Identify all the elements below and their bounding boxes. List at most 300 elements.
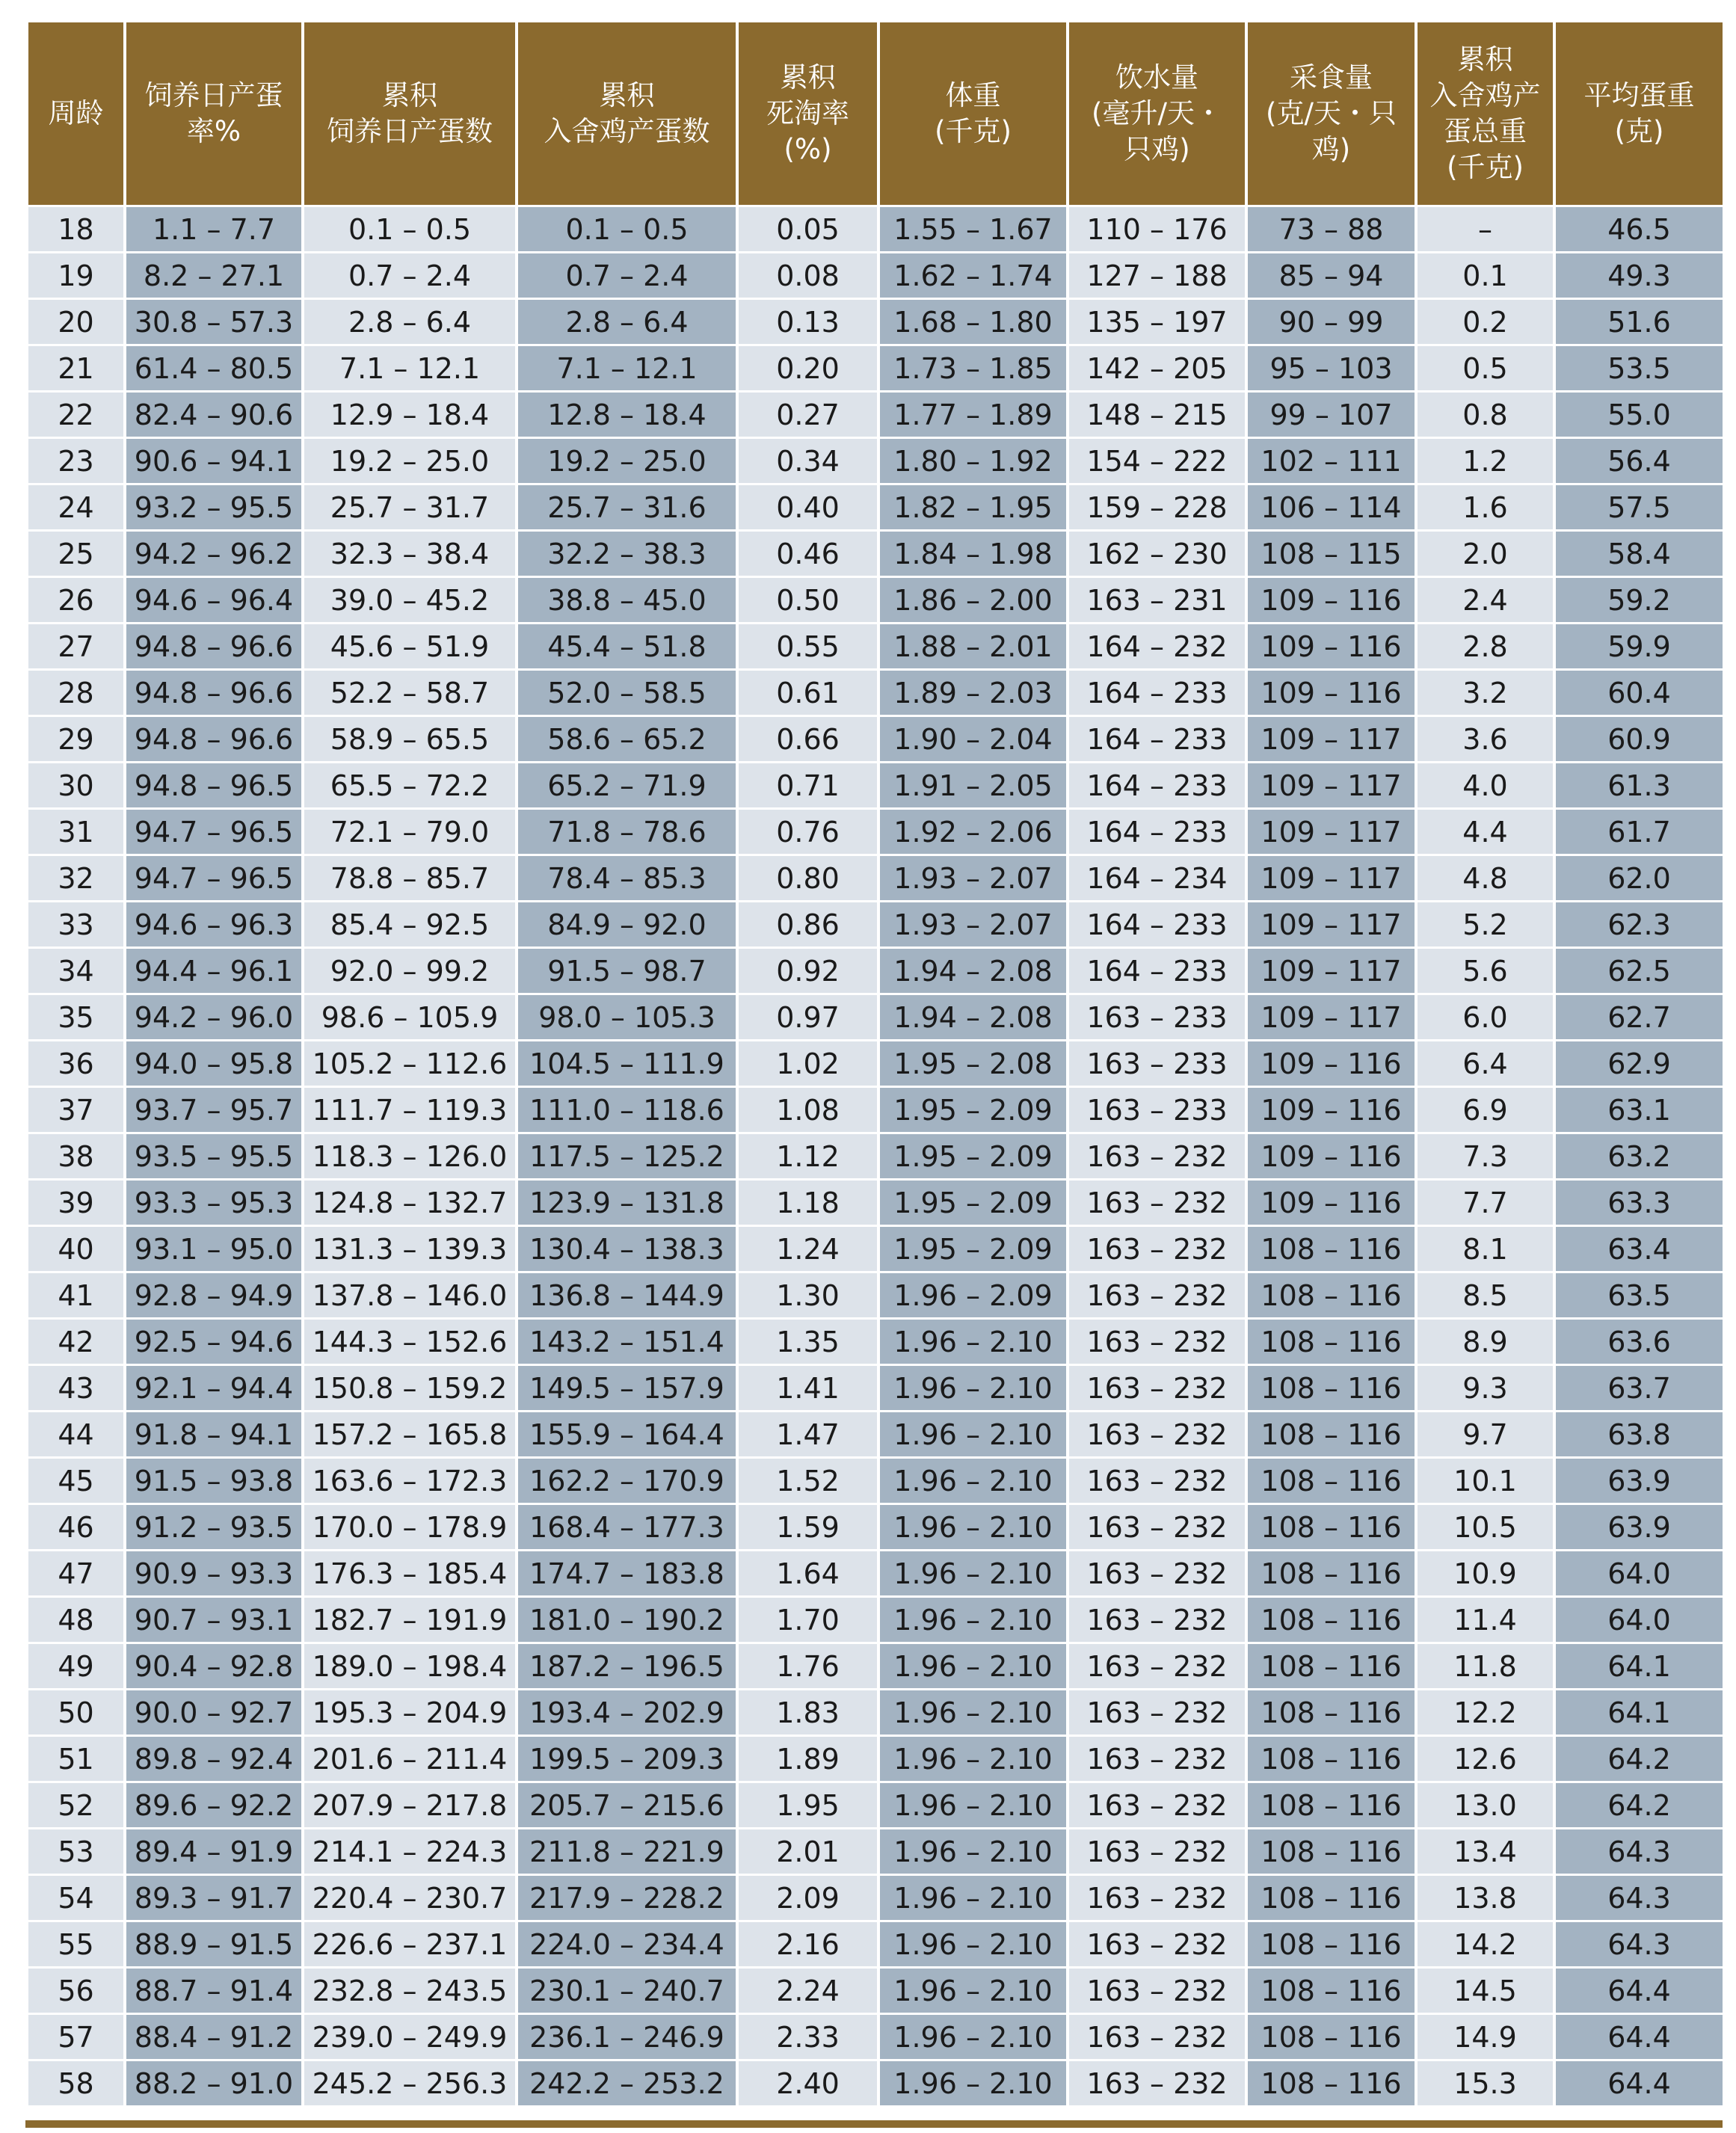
cell-body-weight: 1.73 – 1.85 bbox=[880, 346, 1066, 390]
cell-cumulative-egg-mass: 0.1 bbox=[1418, 253, 1553, 298]
cell-body-weight: 1.96 – 2.10 bbox=[880, 1737, 1066, 1781]
cell-hen-day-production-rate: 90.0 – 92.7 bbox=[126, 1690, 301, 1735]
cell-week-age: 31 bbox=[28, 810, 123, 854]
cell-average-egg-weight: 62.3 bbox=[1556, 902, 1723, 947]
bottom-rule bbox=[25, 2120, 1723, 2128]
cell-week-age: 35 bbox=[28, 995, 123, 1039]
cell-week-age: 57 bbox=[28, 2015, 123, 2059]
column-header-line: 死淘率 bbox=[766, 97, 849, 129]
column-header-cumulative-egg-mass bbox=[1418, 22, 1553, 205]
table-row bbox=[28, 207, 1723, 251]
cell-cumulative-hen-housed-eggs: 224.0 – 234.4 bbox=[518, 1922, 736, 1966]
cell-feed-intake: 109 – 117 bbox=[1248, 810, 1415, 854]
cell-hen-day-production-rate: 93.2 – 95.5 bbox=[126, 485, 301, 529]
cell-week-age: 39 bbox=[28, 1181, 123, 1225]
cell-average-egg-weight: 63.9 bbox=[1556, 1459, 1723, 1503]
cell-week-age: 32 bbox=[28, 856, 123, 900]
cell-feed-intake: 73 – 88 bbox=[1248, 207, 1415, 251]
cell-water-intake: 164 – 232 bbox=[1069, 624, 1245, 668]
cell-week-age: 48 bbox=[28, 1598, 123, 1642]
cell-average-egg-weight: 62.7 bbox=[1556, 995, 1723, 1039]
cell-cumulative-hen-housed-eggs: 193.4 – 202.9 bbox=[518, 1690, 736, 1735]
column-header-feed-intake bbox=[1248, 22, 1415, 205]
cell-cumulative-hen-housed-eggs: 52.0 – 58.5 bbox=[518, 671, 736, 715]
cell-cumulative-hen-day-eggs: 232.8 – 243.5 bbox=[304, 1969, 515, 2013]
table-row bbox=[28, 1181, 1723, 1225]
cell-hen-day-production-rate: 89.3 – 91.7 bbox=[126, 1876, 301, 1920]
cell-cumulative-hen-housed-eggs: 217.9 – 228.2 bbox=[518, 1876, 736, 1920]
cell-cumulative-hen-day-eggs: 157.2 – 165.8 bbox=[304, 1412, 515, 1456]
cell-water-intake: 163 – 232 bbox=[1069, 2061, 1245, 2105]
cell-feed-intake: 108 – 116 bbox=[1248, 1598, 1415, 1642]
cell-body-weight: 1.96 – 2.10 bbox=[880, 1412, 1066, 1456]
column-header-line: 体重 bbox=[945, 79, 1001, 111]
cell-water-intake: 142 – 205 bbox=[1069, 346, 1245, 390]
cell-hen-day-production-rate: 88.7 – 91.4 bbox=[126, 1969, 301, 2013]
cell-average-egg-weight: 57.5 bbox=[1556, 485, 1723, 529]
column-header-line: 蛋总重 bbox=[1444, 115, 1527, 147]
cell-hen-day-production-rate: 88.9 – 91.5 bbox=[126, 1922, 301, 1966]
table-row bbox=[28, 902, 1723, 947]
cell-water-intake: 163 – 232 bbox=[1069, 1181, 1245, 1225]
cell-hen-day-production-rate: 94.2 – 96.2 bbox=[126, 532, 301, 576]
cell-cumulative-mortality: 1.02 bbox=[739, 1041, 877, 1086]
cell-week-age: 30 bbox=[28, 763, 123, 807]
table-row bbox=[28, 1876, 1723, 1920]
cell-average-egg-weight: 64.2 bbox=[1556, 1783, 1723, 1827]
cell-hen-day-production-rate: 88.2 – 91.0 bbox=[126, 2061, 301, 2105]
cell-cumulative-hen-day-eggs: 52.2 – 58.7 bbox=[304, 671, 515, 715]
cell-average-egg-weight: 58.4 bbox=[1556, 532, 1723, 576]
cell-body-weight: 1.93 – 2.07 bbox=[880, 902, 1066, 947]
table-row bbox=[28, 1969, 1723, 2013]
table-row bbox=[28, 300, 1723, 344]
cell-week-age: 23 bbox=[28, 439, 123, 483]
cell-hen-day-production-rate: 89.4 – 91.9 bbox=[126, 1829, 301, 1874]
cell-body-weight: 1.96 – 2.10 bbox=[880, 2061, 1066, 2105]
cell-week-age: 52 bbox=[28, 1783, 123, 1827]
cell-body-weight: 1.96 – 2.10 bbox=[880, 1505, 1066, 1549]
cell-hen-day-production-rate: 94.8 – 96.6 bbox=[126, 671, 301, 715]
cell-hen-day-production-rate: 94.2 – 96.0 bbox=[126, 995, 301, 1039]
cell-cumulative-egg-mass: 11.4 bbox=[1418, 1598, 1553, 1642]
cell-cumulative-mortality: 0.13 bbox=[739, 300, 877, 344]
cell-cumulative-hen-housed-eggs: 162.2 – 170.9 bbox=[518, 1459, 736, 1503]
cell-average-egg-weight: 60.9 bbox=[1556, 717, 1723, 761]
cell-body-weight: 1.95 – 2.08 bbox=[880, 1041, 1066, 1086]
cell-feed-intake: 85 – 94 bbox=[1248, 253, 1415, 298]
cell-hen-day-production-rate: 94.4 – 96.1 bbox=[126, 949, 301, 993]
column-header-cumulative-hen-day-eggs bbox=[304, 22, 515, 205]
cell-feed-intake: 108 – 116 bbox=[1248, 1969, 1415, 2013]
cell-cumulative-egg-mass: 3.6 bbox=[1418, 717, 1553, 761]
cell-average-egg-weight: 64.4 bbox=[1556, 2015, 1723, 2059]
cell-cumulative-hen-day-eggs: 131.3 – 139.3 bbox=[304, 1227, 515, 1271]
cell-water-intake: 148 – 215 bbox=[1069, 393, 1245, 437]
cell-cumulative-hen-day-eggs: 105.2 – 112.6 bbox=[304, 1041, 515, 1086]
cell-cumulative-hen-housed-eggs: 78.4 – 85.3 bbox=[518, 856, 736, 900]
cell-feed-intake: 108 – 116 bbox=[1248, 1459, 1415, 1503]
column-header-line: 饲养日产蛋 bbox=[144, 79, 283, 111]
cell-cumulative-egg-mass: 14.5 bbox=[1418, 1969, 1553, 2013]
cell-feed-intake: 108 – 116 bbox=[1248, 1644, 1415, 1688]
cell-feed-intake: 108 – 116 bbox=[1248, 1690, 1415, 1735]
header-row bbox=[28, 22, 1723, 205]
cell-cumulative-mortality: 2.24 bbox=[739, 1969, 877, 2013]
cell-cumulative-mortality: 0.86 bbox=[739, 902, 877, 947]
column-header-average-egg-weight bbox=[1556, 22, 1723, 205]
performance-table-container bbox=[25, 20, 1723, 2108]
cell-cumulative-mortality: 2.16 bbox=[739, 1922, 877, 1966]
cell-water-intake: 127 – 188 bbox=[1069, 253, 1245, 298]
table-row bbox=[28, 1320, 1723, 1364]
cell-hen-day-production-rate: 90.7 – 93.1 bbox=[126, 1598, 301, 1642]
cell-feed-intake: 108 – 116 bbox=[1248, 1320, 1415, 1364]
cell-cumulative-egg-mass: 7.3 bbox=[1418, 1134, 1553, 1178]
cell-cumulative-hen-day-eggs: 245.2 – 256.3 bbox=[304, 2061, 515, 2105]
cell-body-weight: 1.96 – 2.10 bbox=[880, 1969, 1066, 2013]
cell-week-age: 37 bbox=[28, 1088, 123, 1132]
cell-body-weight: 1.91 – 2.05 bbox=[880, 763, 1066, 807]
cell-cumulative-hen-day-eggs: 45.6 – 51.9 bbox=[304, 624, 515, 668]
cell-week-age: 50 bbox=[28, 1690, 123, 1735]
cell-cumulative-egg-mass: – bbox=[1418, 207, 1553, 251]
cell-feed-intake: 109 – 116 bbox=[1248, 624, 1415, 668]
table-row bbox=[28, 949, 1723, 993]
cell-week-age: 20 bbox=[28, 300, 123, 344]
table-row bbox=[28, 578, 1723, 622]
cell-water-intake: 163 – 231 bbox=[1069, 578, 1245, 622]
cell-body-weight: 1.95 – 2.09 bbox=[880, 1181, 1066, 1225]
cell-cumulative-hen-housed-eggs: 236.1 – 246.9 bbox=[518, 2015, 736, 2059]
cell-body-weight: 1.94 – 2.08 bbox=[880, 995, 1066, 1039]
cell-feed-intake: 109 – 117 bbox=[1248, 856, 1415, 900]
cell-cumulative-mortality: 1.41 bbox=[739, 1366, 877, 1410]
cell-cumulative-mortality: 1.08 bbox=[739, 1088, 877, 1132]
column-header-line: 累积 bbox=[599, 79, 655, 111]
column-header-line: 饮水量 bbox=[1115, 61, 1198, 93]
cell-cumulative-mortality: 0.55 bbox=[739, 624, 877, 668]
cell-body-weight: 1.96 – 2.10 bbox=[880, 2015, 1066, 2059]
cell-cumulative-hen-day-eggs: 176.3 – 185.4 bbox=[304, 1551, 515, 1595]
cell-cumulative-hen-day-eggs: 72.1 – 79.0 bbox=[304, 810, 515, 854]
cell-average-egg-weight: 56.4 bbox=[1556, 439, 1723, 483]
cell-average-egg-weight: 64.3 bbox=[1556, 1876, 1723, 1920]
table-row bbox=[28, 1551, 1723, 1595]
cell-cumulative-egg-mass: 10.1 bbox=[1418, 1459, 1553, 1503]
cell-cumulative-mortality: 0.92 bbox=[739, 949, 877, 993]
cell-cumulative-egg-mass: 7.7 bbox=[1418, 1181, 1553, 1225]
cell-body-weight: 1.95 – 2.09 bbox=[880, 1227, 1066, 1271]
cell-hen-day-production-rate: 90.4 – 92.8 bbox=[126, 1644, 301, 1688]
cell-cumulative-hen-housed-eggs: 230.1 – 240.7 bbox=[518, 1969, 736, 2013]
cell-week-age: 24 bbox=[28, 485, 123, 529]
column-header-line: (克) bbox=[1614, 115, 1664, 147]
cell-hen-day-production-rate: 94.7 – 96.5 bbox=[126, 810, 301, 854]
column-header-line: 累积 bbox=[780, 61, 836, 93]
cell-feed-intake: 108 – 116 bbox=[1248, 1783, 1415, 1827]
cell-cumulative-hen-day-eggs: 118.3 – 126.0 bbox=[304, 1134, 515, 1178]
column-header-line: 累积 bbox=[382, 79, 437, 111]
cell-cumulative-hen-day-eggs: 150.8 – 159.2 bbox=[304, 1366, 515, 1410]
cell-body-weight: 1.96 – 2.10 bbox=[880, 1783, 1066, 1827]
cell-water-intake: 163 – 232 bbox=[1069, 1969, 1245, 2013]
column-header-line: (毫升/天・ bbox=[1092, 97, 1222, 129]
table-row bbox=[28, 1598, 1723, 1642]
cell-cumulative-hen-housed-eggs: 205.7 – 215.6 bbox=[518, 1783, 736, 1827]
cell-week-age: 18 bbox=[28, 207, 123, 251]
table-row bbox=[28, 717, 1723, 761]
table-row bbox=[28, 346, 1723, 390]
cell-feed-intake: 109 – 116 bbox=[1248, 1041, 1415, 1086]
cell-cumulative-hen-day-eggs: 0.7 – 2.4 bbox=[304, 253, 515, 298]
table-row bbox=[28, 1505, 1723, 1549]
table-row bbox=[28, 2061, 1723, 2105]
cell-cumulative-hen-day-eggs: 7.1 – 12.1 bbox=[304, 346, 515, 390]
cell-body-weight: 1.96 – 2.10 bbox=[880, 1922, 1066, 1966]
cell-cumulative-hen-housed-eggs: 181.0 – 190.2 bbox=[518, 1598, 736, 1642]
cell-cumulative-hen-day-eggs: 207.9 – 217.8 bbox=[304, 1783, 515, 1827]
cell-hen-day-production-rate: 92.8 – 94.9 bbox=[126, 1273, 301, 1317]
cell-average-egg-weight: 60.4 bbox=[1556, 671, 1723, 715]
cell-water-intake: 135 – 197 bbox=[1069, 300, 1245, 344]
cell-water-intake: 163 – 232 bbox=[1069, 1412, 1245, 1456]
cell-feed-intake: 108 – 116 bbox=[1248, 1829, 1415, 1874]
cell-water-intake: 163 – 232 bbox=[1069, 1551, 1245, 1595]
column-header-line: 平均蛋重 bbox=[1583, 79, 1695, 111]
column-header-line: 入舍鸡产蛋数 bbox=[544, 115, 710, 147]
cell-week-age: 42 bbox=[28, 1320, 123, 1364]
cell-cumulative-egg-mass: 5.2 bbox=[1418, 902, 1553, 947]
cell-water-intake: 163 – 232 bbox=[1069, 1783, 1245, 1827]
table-row bbox=[28, 1922, 1723, 1966]
cell-water-intake: 154 – 222 bbox=[1069, 439, 1245, 483]
cell-average-egg-weight: 49.3 bbox=[1556, 253, 1723, 298]
cell-cumulative-hen-day-eggs: 98.6 – 105.9 bbox=[304, 995, 515, 1039]
cell-cumulative-egg-mass: 6.9 bbox=[1418, 1088, 1553, 1132]
cell-feed-intake: 108 – 116 bbox=[1248, 2061, 1415, 2105]
cell-water-intake: 164 – 233 bbox=[1069, 717, 1245, 761]
cell-average-egg-weight: 64.3 bbox=[1556, 1922, 1723, 1966]
column-header-cumulative-hen-housed-eggs bbox=[518, 22, 736, 205]
cell-average-egg-weight: 61.7 bbox=[1556, 810, 1723, 854]
cell-cumulative-mortality: 0.08 bbox=[739, 253, 877, 298]
cell-hen-day-production-rate: 93.3 – 95.3 bbox=[126, 1181, 301, 1225]
cell-water-intake: 163 – 232 bbox=[1069, 1876, 1245, 1920]
cell-cumulative-hen-day-eggs: 137.8 – 146.0 bbox=[304, 1273, 515, 1317]
cell-week-age: 34 bbox=[28, 949, 123, 993]
cell-cumulative-mortality: 1.64 bbox=[739, 1551, 877, 1595]
cell-cumulative-hen-housed-eggs: 2.8 – 6.4 bbox=[518, 300, 736, 344]
cell-cumulative-egg-mass: 10.5 bbox=[1418, 1505, 1553, 1549]
cell-cumulative-hen-housed-eggs: 84.9 – 92.0 bbox=[518, 902, 736, 947]
cell-cumulative-egg-mass: 6.0 bbox=[1418, 995, 1553, 1039]
cell-cumulative-egg-mass: 0.2 bbox=[1418, 300, 1553, 344]
cell-cumulative-egg-mass: 11.8 bbox=[1418, 1644, 1553, 1688]
cell-body-weight: 1.55 – 1.67 bbox=[880, 207, 1066, 251]
cell-week-age: 47 bbox=[28, 1551, 123, 1595]
table-row bbox=[28, 1783, 1723, 1827]
cell-water-intake: 163 – 232 bbox=[1069, 1690, 1245, 1735]
cell-average-egg-weight: 64.0 bbox=[1556, 1598, 1723, 1642]
cell-body-weight: 1.96 – 2.09 bbox=[880, 1273, 1066, 1317]
column-header-line: 只鸡) bbox=[1124, 133, 1190, 165]
cell-cumulative-mortality: 0.71 bbox=[739, 763, 877, 807]
cell-week-age: 55 bbox=[28, 1922, 123, 1966]
cell-cumulative-egg-mass: 9.3 bbox=[1418, 1366, 1553, 1410]
cell-feed-intake: 109 – 117 bbox=[1248, 949, 1415, 993]
cell-hen-day-production-rate: 94.8 – 96.5 bbox=[126, 763, 301, 807]
cell-cumulative-mortality: 2.40 bbox=[739, 2061, 877, 2105]
cell-body-weight: 1.96 – 2.10 bbox=[880, 1690, 1066, 1735]
cell-cumulative-hen-housed-eggs: 130.4 – 138.3 bbox=[518, 1227, 736, 1271]
cell-cumulative-mortality: 1.12 bbox=[739, 1134, 877, 1178]
cell-week-age: 28 bbox=[28, 671, 123, 715]
cell-body-weight: 1.95 – 2.09 bbox=[880, 1088, 1066, 1132]
cell-hen-day-production-rate: 94.0 – 95.8 bbox=[126, 1041, 301, 1086]
cell-cumulative-hen-day-eggs: 92.0 – 99.2 bbox=[304, 949, 515, 993]
cell-cumulative-hen-housed-eggs: 187.2 – 196.5 bbox=[518, 1644, 736, 1688]
cell-cumulative-hen-day-eggs: 226.6 – 237.1 bbox=[304, 1922, 515, 1966]
cell-water-intake: 163 – 232 bbox=[1069, 1227, 1245, 1271]
cell-cumulative-hen-housed-eggs: 0.1 – 0.5 bbox=[518, 207, 736, 251]
cell-hen-day-production-rate: 93.7 – 95.7 bbox=[126, 1088, 301, 1132]
cell-week-age: 45 bbox=[28, 1459, 123, 1503]
cell-week-age: 29 bbox=[28, 717, 123, 761]
cell-cumulative-egg-mass: 6.4 bbox=[1418, 1041, 1553, 1086]
cell-week-age: 27 bbox=[28, 624, 123, 668]
table-row bbox=[28, 1644, 1723, 1688]
cell-week-age: 53 bbox=[28, 1829, 123, 1874]
cell-cumulative-mortality: 1.18 bbox=[739, 1181, 877, 1225]
cell-feed-intake: 106 – 114 bbox=[1248, 485, 1415, 529]
cell-water-intake: 164 – 233 bbox=[1069, 810, 1245, 854]
cell-water-intake: 163 – 232 bbox=[1069, 1644, 1245, 1688]
cell-cumulative-egg-mass: 2.4 bbox=[1418, 578, 1553, 622]
cell-week-age: 38 bbox=[28, 1134, 123, 1178]
cell-water-intake: 163 – 232 bbox=[1069, 1459, 1245, 1503]
cell-hen-day-production-rate: 92.5 – 94.6 bbox=[126, 1320, 301, 1364]
laying-performance-table bbox=[25, 20, 1726, 2108]
cell-week-age: 51 bbox=[28, 1737, 123, 1781]
cell-feed-intake: 109 – 117 bbox=[1248, 902, 1415, 947]
cell-cumulative-mortality: 1.35 bbox=[739, 1320, 877, 1364]
table-row bbox=[28, 439, 1723, 483]
cell-cumulative-hen-housed-eggs: 168.4 – 177.3 bbox=[518, 1505, 736, 1549]
cell-cumulative-egg-mass: 8.1 bbox=[1418, 1227, 1553, 1271]
column-header-line: 饲养日产蛋数 bbox=[327, 115, 493, 147]
cell-body-weight: 1.96 – 2.10 bbox=[880, 1366, 1066, 1410]
cell-cumulative-hen-housed-eggs: 65.2 – 71.9 bbox=[518, 763, 736, 807]
cell-hen-day-production-rate: 30.8 – 57.3 bbox=[126, 300, 301, 344]
cell-feed-intake: 95 – 103 bbox=[1248, 346, 1415, 390]
cell-average-egg-weight: 62.5 bbox=[1556, 949, 1723, 993]
cell-cumulative-egg-mass: 14.2 bbox=[1418, 1922, 1553, 1966]
cell-week-age: 56 bbox=[28, 1969, 123, 2013]
column-header-line: 鸡) bbox=[1311, 133, 1351, 165]
cell-body-weight: 1.68 – 1.80 bbox=[880, 300, 1066, 344]
cell-average-egg-weight: 63.5 bbox=[1556, 1273, 1723, 1317]
cell-cumulative-mortality: 0.05 bbox=[739, 207, 877, 251]
cell-body-weight: 1.96 – 2.10 bbox=[880, 1644, 1066, 1688]
cell-feed-intake: 108 – 116 bbox=[1248, 1505, 1415, 1549]
cell-body-weight: 1.96 – 2.10 bbox=[880, 1598, 1066, 1642]
cell-cumulative-hen-day-eggs: 195.3 – 204.9 bbox=[304, 1690, 515, 1735]
cell-cumulative-egg-mass: 2.0 bbox=[1418, 532, 1553, 576]
cell-cumulative-hen-housed-eggs: 117.5 – 125.2 bbox=[518, 1134, 736, 1178]
cell-water-intake: 163 – 232 bbox=[1069, 1366, 1245, 1410]
cell-hen-day-production-rate: 82.4 – 90.6 bbox=[126, 393, 301, 437]
table-row bbox=[28, 1829, 1723, 1874]
table-row bbox=[28, 1041, 1723, 1086]
table-row bbox=[28, 995, 1723, 1039]
cell-cumulative-hen-housed-eggs: 38.8 – 45.0 bbox=[518, 578, 736, 622]
cell-cumulative-egg-mass: 9.7 bbox=[1418, 1412, 1553, 1456]
cell-cumulative-hen-day-eggs: 124.8 – 132.7 bbox=[304, 1181, 515, 1225]
cell-cumulative-hen-housed-eggs: 91.5 – 98.7 bbox=[518, 949, 736, 993]
cell-average-egg-weight: 59.9 bbox=[1556, 624, 1723, 668]
cell-cumulative-egg-mass: 13.0 bbox=[1418, 1783, 1553, 1827]
cell-week-age: 49 bbox=[28, 1644, 123, 1688]
cell-cumulative-mortality: 0.40 bbox=[739, 485, 877, 529]
table-row bbox=[28, 1088, 1723, 1132]
cell-cumulative-hen-day-eggs: 19.2 – 25.0 bbox=[304, 439, 515, 483]
cell-water-intake: 163 – 233 bbox=[1069, 1088, 1245, 1132]
column-header-water-intake bbox=[1069, 22, 1245, 205]
cell-cumulative-egg-mass: 10.9 bbox=[1418, 1551, 1553, 1595]
table-header bbox=[28, 22, 1723, 205]
cell-hen-day-production-rate: 89.8 – 92.4 bbox=[126, 1737, 301, 1781]
column-header-week-age bbox=[28, 22, 123, 205]
cell-feed-intake: 108 – 116 bbox=[1248, 2015, 1415, 2059]
cell-body-weight: 1.96 – 2.10 bbox=[880, 1320, 1066, 1364]
column-header-hen-day-production-rate bbox=[126, 22, 301, 205]
cell-cumulative-egg-mass: 1.6 bbox=[1418, 485, 1553, 529]
cell-water-intake: 163 – 232 bbox=[1069, 1320, 1245, 1364]
cell-cumulative-mortality: 0.50 bbox=[739, 578, 877, 622]
cell-water-intake: 162 – 230 bbox=[1069, 532, 1245, 576]
cell-feed-intake: 108 – 116 bbox=[1248, 1737, 1415, 1781]
cell-cumulative-hen-day-eggs: 2.8 – 6.4 bbox=[304, 300, 515, 344]
cell-feed-intake: 109 – 116 bbox=[1248, 671, 1415, 715]
cell-water-intake: 164 – 233 bbox=[1069, 949, 1245, 993]
column-header-line: (克/天・只 bbox=[1266, 97, 1397, 129]
cell-water-intake: 164 – 234 bbox=[1069, 856, 1245, 900]
cell-feed-intake: 109 – 117 bbox=[1248, 763, 1415, 807]
cell-hen-day-production-rate: 91.2 – 93.5 bbox=[126, 1505, 301, 1549]
cell-hen-day-production-rate: 94.6 – 96.4 bbox=[126, 578, 301, 622]
cell-cumulative-hen-housed-eggs: 7.1 – 12.1 bbox=[518, 346, 736, 390]
cell-week-age: 19 bbox=[28, 253, 123, 298]
cell-cumulative-mortality: 1.83 bbox=[739, 1690, 877, 1735]
cell-hen-day-production-rate: 91.5 – 93.8 bbox=[126, 1459, 301, 1503]
table-row bbox=[28, 1737, 1723, 1781]
table-body bbox=[28, 207, 1723, 2105]
column-header-line: (%) bbox=[784, 133, 832, 165]
cell-water-intake: 163 – 232 bbox=[1069, 1737, 1245, 1781]
cell-body-weight: 1.86 – 2.00 bbox=[880, 578, 1066, 622]
cell-cumulative-hen-day-eggs: 214.1 – 224.3 bbox=[304, 1829, 515, 1874]
cell-water-intake: 110 – 176 bbox=[1069, 207, 1245, 251]
cell-water-intake: 163 – 232 bbox=[1069, 2015, 1245, 2059]
cell-cumulative-egg-mass: 0.5 bbox=[1418, 346, 1553, 390]
column-header-line: (千克) bbox=[1447, 151, 1524, 183]
cell-hen-day-production-rate: 90.9 – 93.3 bbox=[126, 1551, 301, 1595]
cell-cumulative-egg-mass: 4.4 bbox=[1418, 810, 1553, 854]
cell-hen-day-production-rate: 93.5 – 95.5 bbox=[126, 1134, 301, 1178]
column-header-line: (千克) bbox=[935, 115, 1012, 147]
cell-week-age: 21 bbox=[28, 346, 123, 390]
